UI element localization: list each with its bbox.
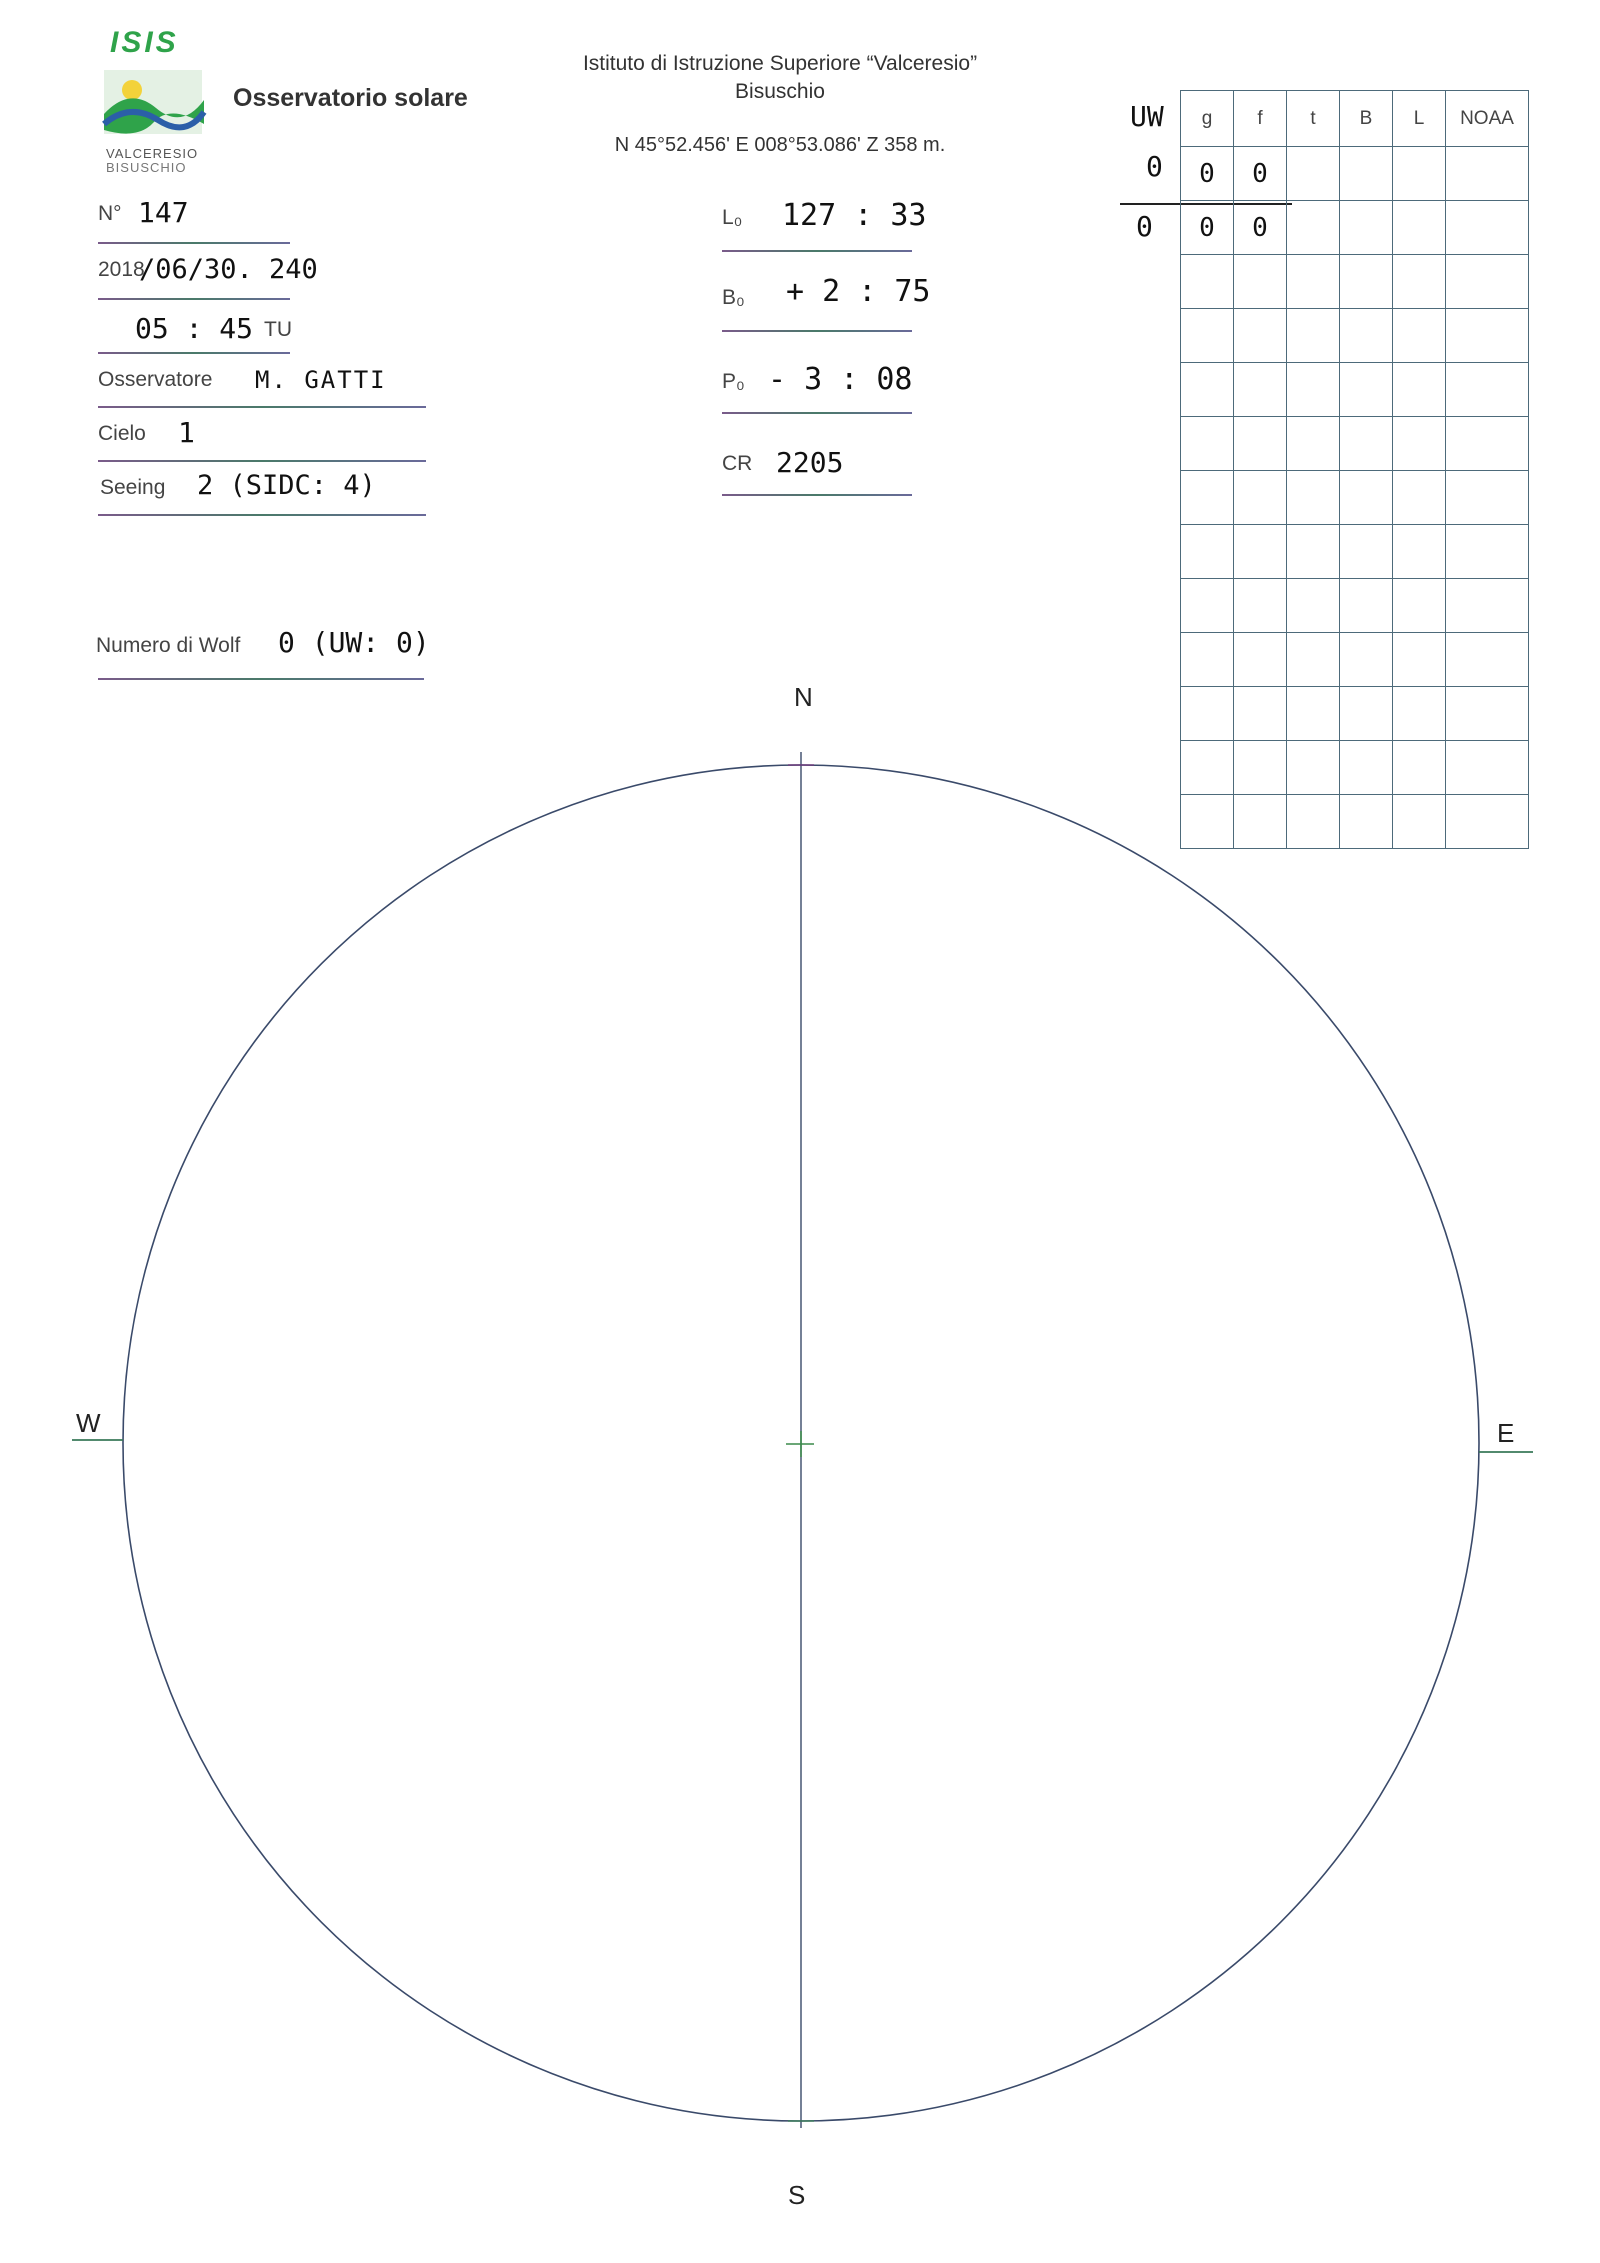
number-label: N° xyxy=(98,202,122,225)
cell-f: 0 xyxy=(1234,147,1287,201)
uw-row-2: 0 xyxy=(1136,210,1153,243)
cr-label: CR xyxy=(722,452,753,475)
l0-label: L₀ xyxy=(722,206,743,229)
number-value: 147 xyxy=(138,196,189,229)
b0-label: B₀ xyxy=(722,286,745,309)
institute-name: Istituto di Istruzione Superiore “Valceresio” xyxy=(582,52,978,75)
compass-south: S xyxy=(788,2180,806,2210)
uw-header: UW xyxy=(1130,100,1164,133)
date-prefix: 2018 xyxy=(98,258,145,281)
date-value: /06/30. 240 xyxy=(139,254,318,285)
observatory-coordinates: N 45°52.456' E 008°53.086' Z 358 m. xyxy=(614,134,946,156)
cell-g: 0 xyxy=(1181,147,1234,201)
b0-value: + 2 : 75 xyxy=(786,274,931,309)
time-value: 05 : 45 xyxy=(135,312,254,345)
uw-row-1: 0 xyxy=(1146,150,1163,183)
col-t: t xyxy=(1287,91,1340,147)
sky-value: 1 xyxy=(178,416,195,449)
sky-label: Cielo xyxy=(98,422,146,445)
observer-label: Osservatore xyxy=(98,368,213,391)
col-g: g xyxy=(1181,91,1234,147)
page-title: Osservatorio solare xyxy=(233,84,468,112)
logo-name-line2: BISUSCHIO xyxy=(106,160,187,175)
cr-value: 2205 xyxy=(776,446,844,479)
wolf-label: Numero di Wolf xyxy=(96,634,241,657)
l0-value: 127 : 33 xyxy=(782,198,927,233)
compass-north: N xyxy=(794,682,813,712)
compass-west: W xyxy=(76,1408,101,1438)
wolf-value: 0 (UW: 0) xyxy=(278,626,430,659)
observer-value: M. GATTI xyxy=(255,366,387,394)
col-b: B xyxy=(1340,91,1393,147)
cell-g: 0 xyxy=(1181,201,1234,255)
institute-town: Bisuschio xyxy=(735,80,825,103)
compass-east: E xyxy=(1497,1418,1515,1448)
time-unit: TU xyxy=(264,318,292,341)
p0-value: - 3 : 08 xyxy=(768,362,913,397)
seeing-label: Seeing xyxy=(100,476,166,499)
p0-label: P₀ xyxy=(722,370,745,393)
col-f: f xyxy=(1234,91,1287,147)
col-noaa: NOAA xyxy=(1446,91,1529,147)
logo-name-line1: VALCERESIO xyxy=(106,146,199,161)
logo-acronym: ISIS xyxy=(110,26,179,59)
col-l: L xyxy=(1393,91,1446,147)
cell-f: 0 xyxy=(1234,201,1287,255)
seeing-value: 2 (SIDC: 4) xyxy=(197,470,376,501)
